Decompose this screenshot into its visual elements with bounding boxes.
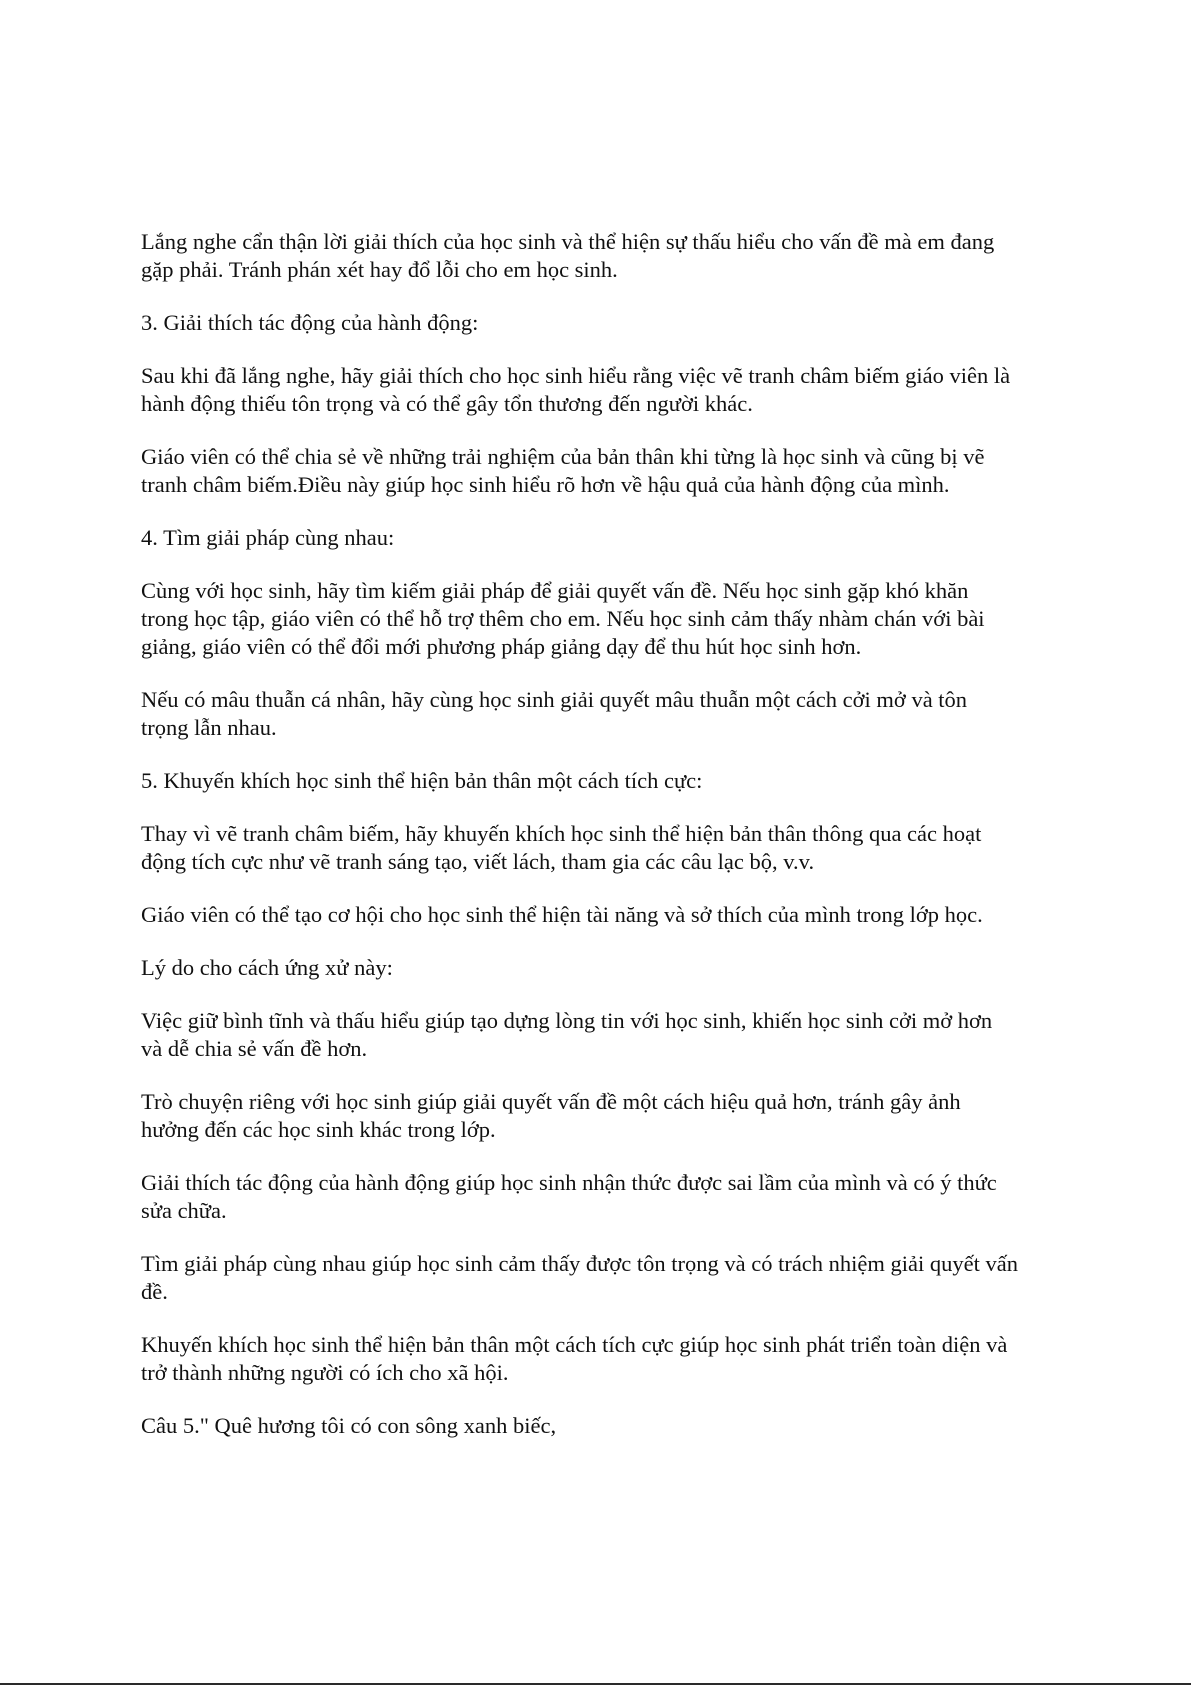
paragraph: Giáo viên có thể tạo cơ hội cho học sinh thể hiện tài năng và sở thích của mình trong lớp học. bbox=[141, 902, 983, 927]
paragraph: Sau khi đã lắng nghe, hãy giải thích cho học sinh hiểu rằng việc vẽ tranh châm biếm giáo viên là hành động thiếu tôn trọng và có thể gây tổn thương đến người khác. bbox=[141, 363, 1011, 416]
section-heading: 3. Giải thích tác động của hành động: bbox=[141, 310, 479, 335]
document-body bbox=[141, 228, 1061, 1465]
section-heading: Lý do cho cách ứng xử này: bbox=[141, 955, 393, 980]
paragraph: Khuyến khích học sinh thể hiện bản thân một cách tích cực giúp học sinh phát triển toàn diện và trở thành những người có ích cho xã hội. bbox=[141, 1332, 1008, 1385]
paragraph: Việc giữ bình tĩnh và thấu hiểu giúp tạo dựng lòng tin với học sinh, khiến học sinh cởi mở hơn và dễ chia sẻ vấn đề hơn. bbox=[141, 1008, 993, 1061]
paragraph: Tìm giải pháp cùng nhau giúp học sinh cảm thấy được tôn trọng và có trách nhiệm giải quyết vấn đề. bbox=[141, 1251, 1018, 1304]
paragraph: Giải thích tác động của hành động giúp học sinh nhận thức được sai lầm của mình và có ý thức sửa chữa. bbox=[141, 1170, 997, 1223]
question-line: Câu 5." Quê hương tôi có con sông xanh biếc, bbox=[141, 1413, 557, 1438]
section-heading: 5. Khuyến khích học sinh thể hiện bản thân một cách tích cực: bbox=[141, 768, 703, 793]
paragraph: Thay vì vẽ tranh châm biếm, hãy khuyến khích học sinh thể hiện bản thân thông qua các hoạt động tích cực như vẽ tranh sáng tạo, viết lách, tham gia các câu lạc bộ, v.v. bbox=[141, 821, 982, 874]
paragraph: Lắng nghe cẩn thận lời giải thích của học sinh và thể hiện sự thấu hiểu cho vấn đề mà em đang gặp phải. Tránh phán xét hay đổ lỗi cho em học sinh. bbox=[141, 229, 995, 282]
section-heading: 4. Tìm giải pháp cùng nhau: bbox=[141, 525, 395, 550]
paragraph: Giáo viên có thể chia sẻ về những trải nghiệm của bản thân khi từng là học sinh và cũng bị vẽ tranh châm biếm.Điều này giúp học sinh hiểu rõ hơn về hậu quả của hành động của mình. bbox=[141, 444, 985, 497]
paragraph: Nếu có mâu thuẫn cá nhân, hãy cùng học sinh giải quyết mâu thuẫn một cách cởi mở và tôn trọng lẫn nhau. bbox=[141, 687, 968, 740]
paragraph: Trò chuyện riêng với học sinh giúp giải quyết vấn đề một cách hiệu quả hơn, tránh gây ảnh hưởng đến các học sinh khác trong lớp. bbox=[141, 1089, 961, 1142]
paragraph: Cùng với học sinh, hãy tìm kiếm giải pháp để giải quyết vấn đề. Nếu học sinh gặp khó khăn trong học tập, giáo viên có thể hỗ trợ thêm cho em. Nếu học sinh cảm thấy nhàm chán với bài giảng, giáo viên có thể đổi mới phương pháp giảng dạy để thu hút học sinh hơn. bbox=[141, 578, 985, 659]
